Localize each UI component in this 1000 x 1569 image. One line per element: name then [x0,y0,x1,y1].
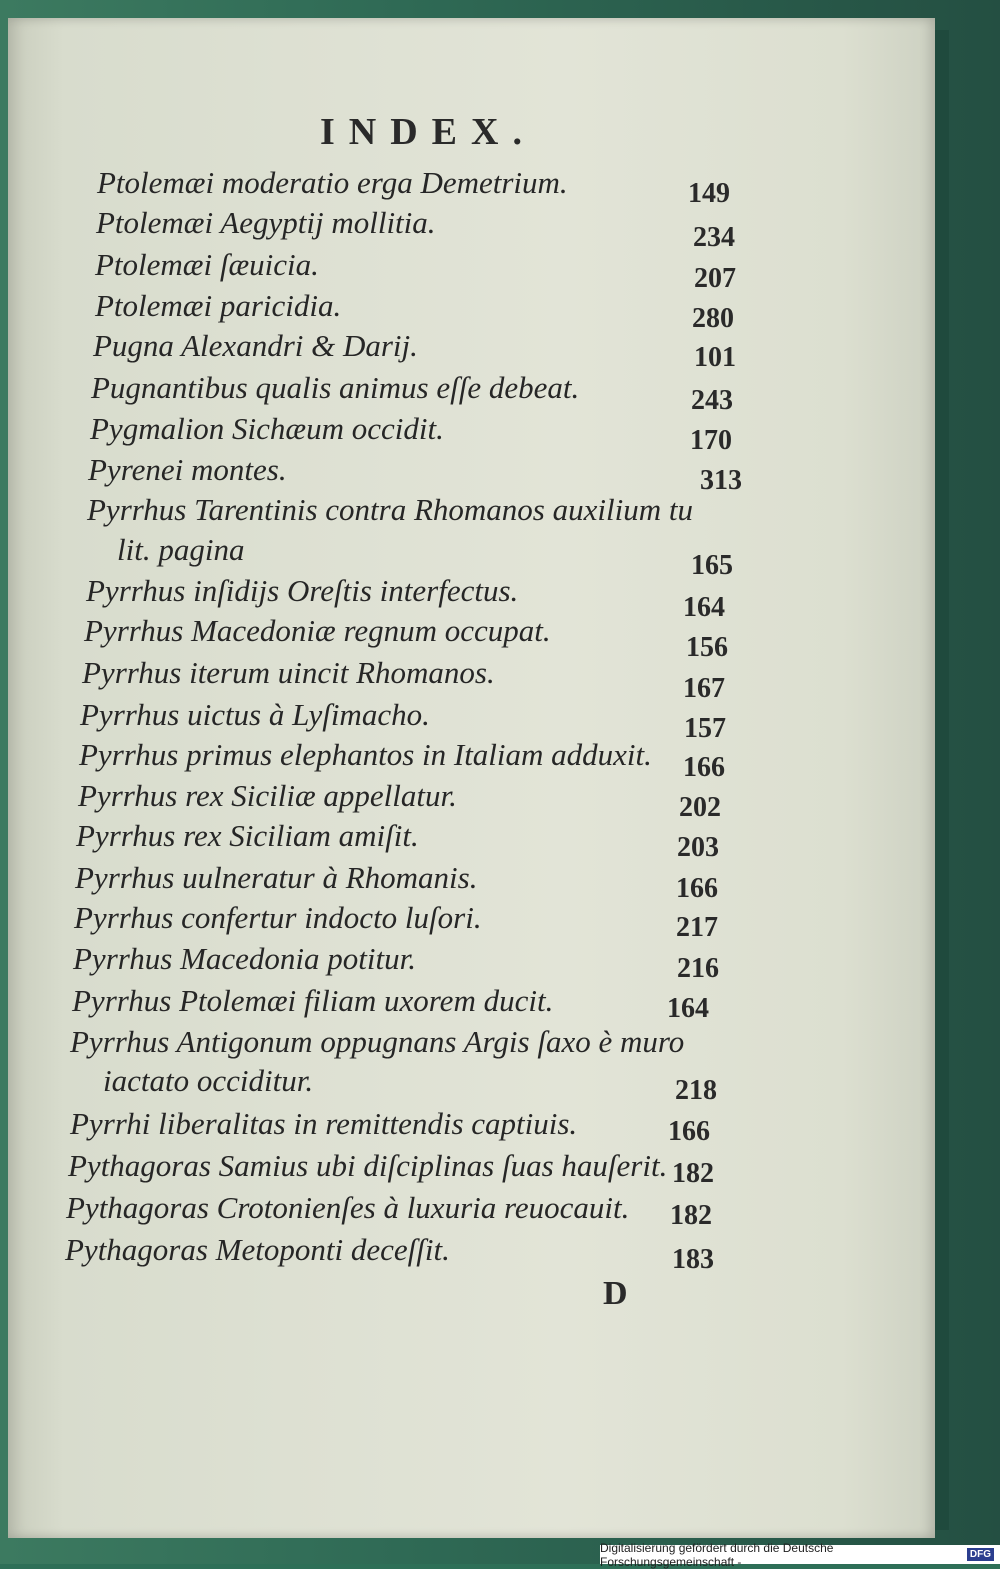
index-entry-text: Ptolemæi moderatio erga Demetrium. [97,165,568,200]
index-entry-page: 157 [684,713,726,744]
index-entry-page: 166 [676,873,718,904]
index-entry-page: 166 [668,1116,710,1147]
index-entry-page: 101 [694,342,736,373]
index-entry-text: Pyrrhus Macedonia potitur. [73,941,416,976]
index-entry-page: 217 [676,912,718,943]
footer-bar [600,1540,1000,1569]
index-entry-page: 149 [688,178,730,209]
index-entry-page: 243 [691,385,733,416]
index-entry-page: 202 [679,792,721,823]
dfg-logo-icon: DFG [967,1548,994,1561]
index-entry-text: Pyrrhus Tarentinis contra Rhomanos auxilium tu [87,492,693,527]
index-entry-page: 218 [675,1075,717,1106]
index-entry-text: Pyrrhus rex Siciliæ appellatur. [78,778,457,813]
index-entry-page: 164 [683,592,725,623]
index-entry-text: Pyrrhi liberalitas in remittendis captiuis. [70,1106,578,1141]
index-entry-text: Pygmalion Sichæum occidit. [90,411,444,446]
index-entry-text: Pugna Alexandri & Darij. [93,328,418,363]
footer-text: Digitalisierung gefördert durch die Deutsche Forschungsgemeinschaft - [600,1540,834,1569]
index-entry-text: iactato occiditur. [103,1063,314,1098]
signature-mark: D [603,1275,628,1312]
index-entry-page: 183 [672,1244,714,1275]
index-entry-text: Pythagoras Samius ubi diſciplinas ſuas hauſerit. [68,1148,668,1183]
index-entry-page: 207 [694,263,736,294]
index-entry-text: Pugnantibus qualis animus eſſe debeat. [91,370,580,405]
index-entry-page: 313 [700,465,742,496]
index-entry-page: 156 [686,632,728,663]
index-entry-page: 182 [670,1200,712,1231]
index-entry-text: Pyrrhus rex Siciliam amiſit. [76,818,419,853]
index-entry-page: 234 [693,222,735,253]
index-entry-page: 166 [683,752,725,783]
index-entry-text: Pyrrhus uictus à Lyſimacho. [80,697,430,732]
index-entry-page: 216 [677,953,719,984]
index-entry-text: Pyrrhus Ptolemæi filiam uxorem ducit. [72,983,554,1018]
index-entry-page: 165 [691,550,733,581]
index-entry-text: lit. pagina [117,532,245,567]
index-entry-text: Pyrrhus uulneratur à Rhomanis. [75,860,478,895]
index-entry-page: 280 [692,303,734,334]
index-entry-text: Pyrrhus Antigonum oppugnans Argis ſaxo è muro [70,1024,685,1059]
index-entry-text: Pyrrhus primus elephantos in Italiam adduxit. [79,737,652,772]
index-entry-text: Pyrenei montes. [88,452,287,487]
index-entry-text: Pyrrhus confertur indocto luſori. [74,900,482,935]
index-entry-page: 167 [683,673,725,704]
index-entry-page: 203 [677,832,719,863]
index-entry-text: Pyrrhus Macedoniæ regnum occupat. [84,613,551,648]
page-header: INDEX. [320,111,536,153]
index-entry-text: Pythagoras Crotonienſes à luxuria reuocauit. [66,1190,630,1225]
index-entry-page: 182 [672,1158,714,1189]
index-entry-text: Pyrrhus iterum uincit Rhomanos. [82,655,495,690]
index-entry-text: Ptolemæi ſæuicia. [95,247,319,282]
index-entry-text: Ptolemæi paricidia. [95,288,342,323]
index-entry-text: Ptolemæi Aegyptij mollitia. [96,205,436,240]
index-entry-text: Pythagoras Metoponti deceſſit. [65,1232,450,1267]
index-entry-page: 170 [690,425,732,456]
index-entry-page: 164 [667,993,709,1024]
index-entry-text: Pyrrhus inſidijs Oreſtis interfectus. [86,573,519,608]
